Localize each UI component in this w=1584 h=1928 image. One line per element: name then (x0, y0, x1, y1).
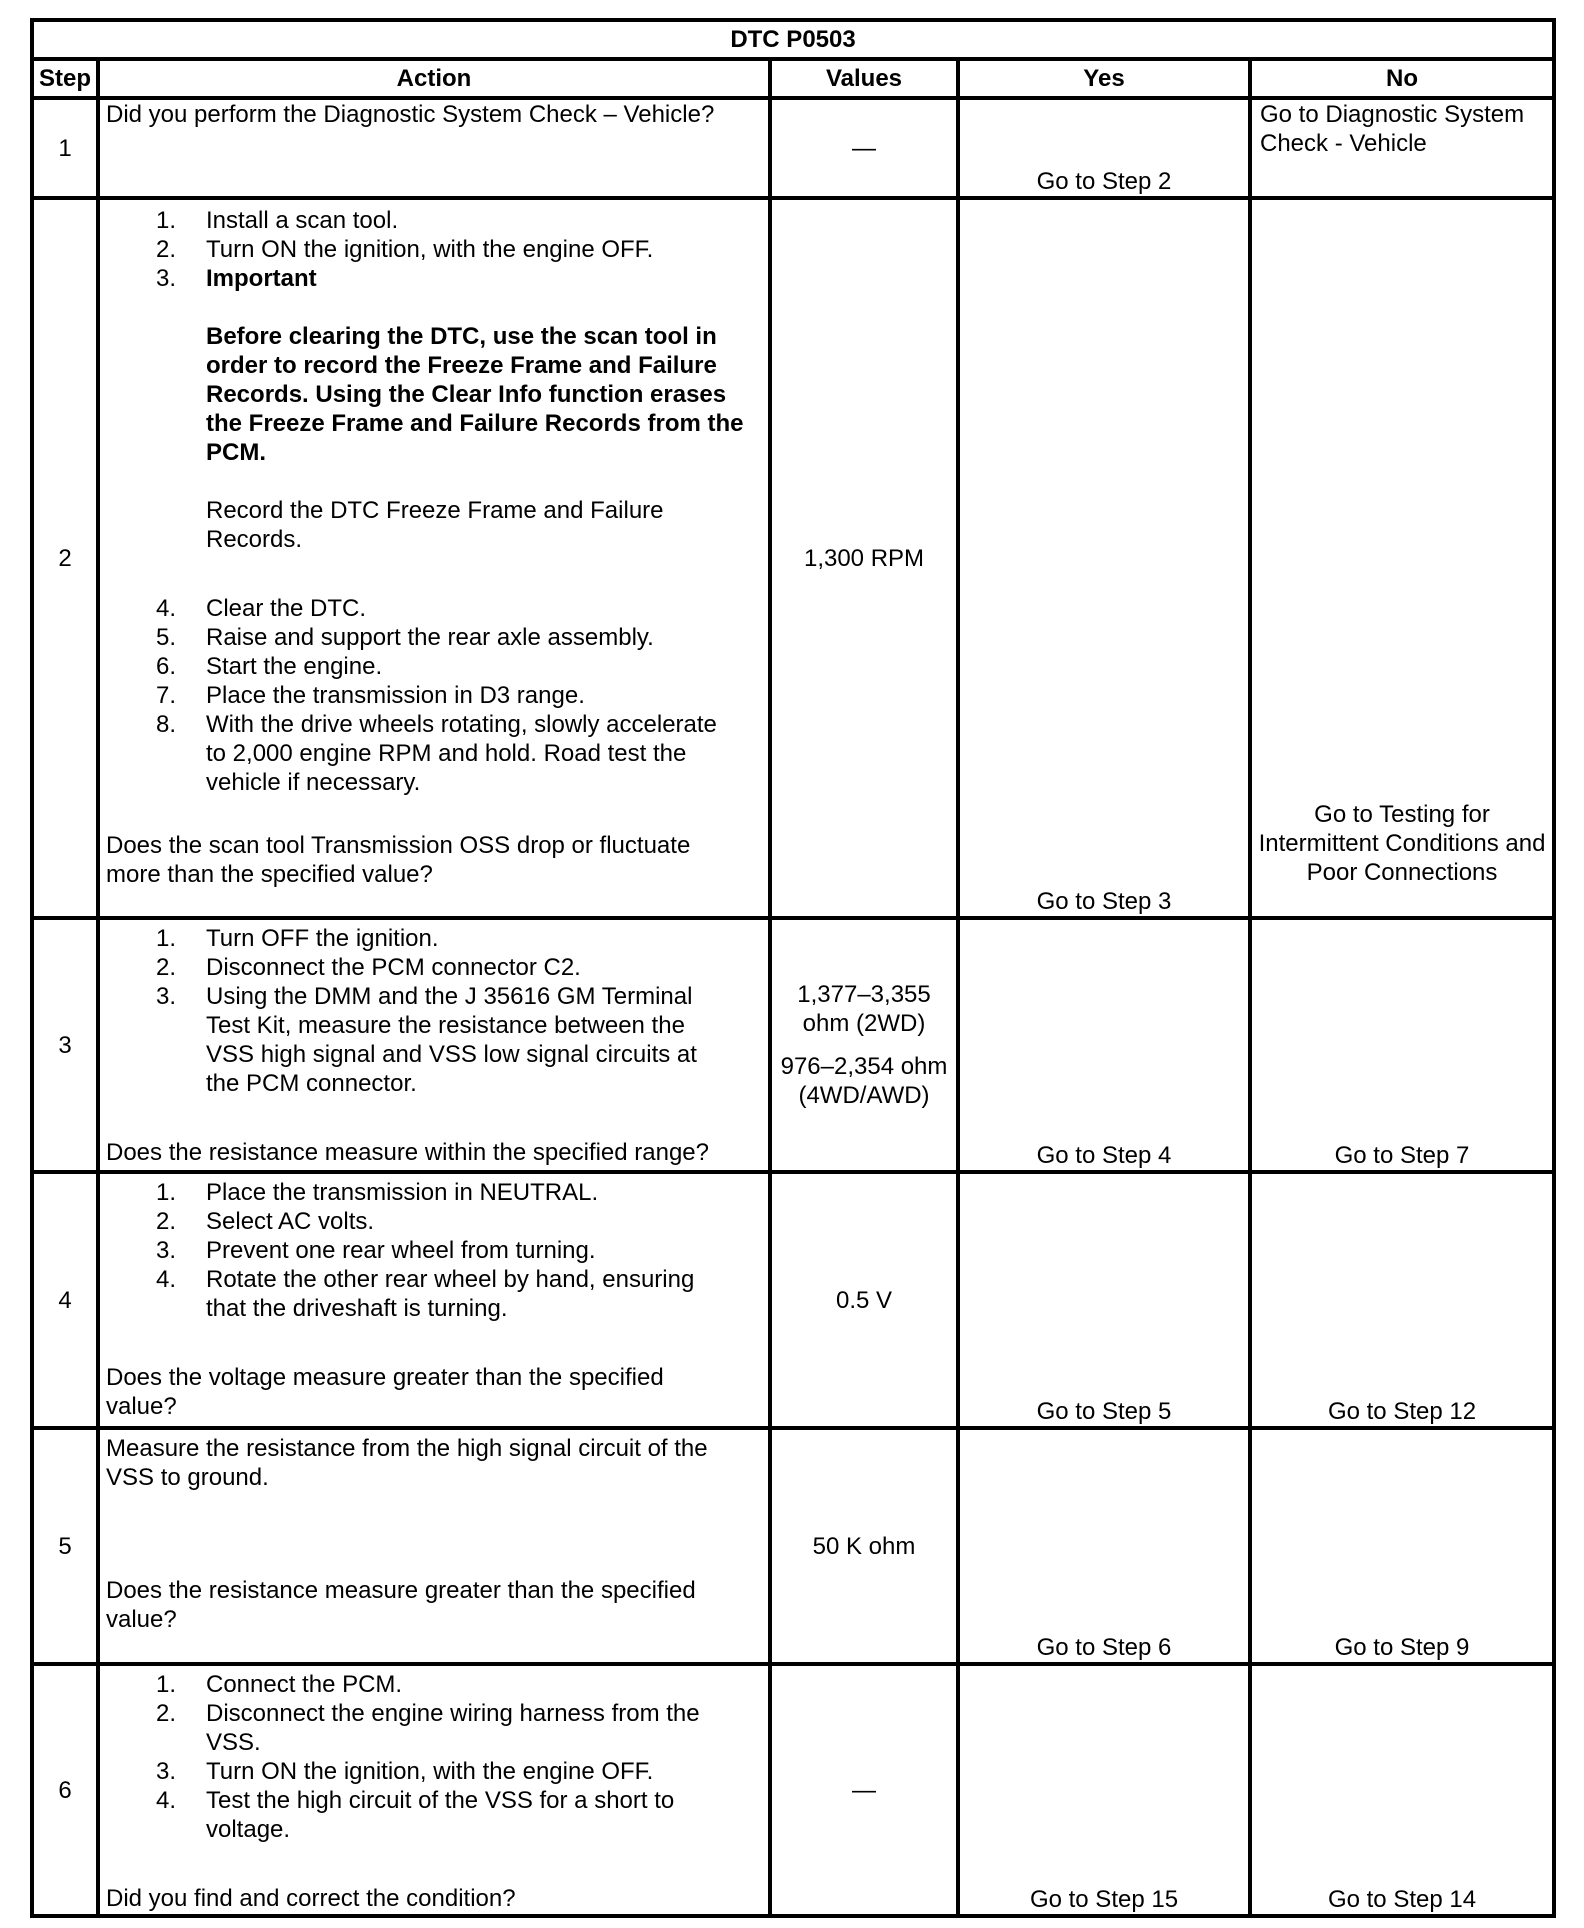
record-note: Record the DTC Freeze Frame and Failure Records. (206, 497, 664, 553)
header-step: Step (32, 59, 98, 98)
action-intro: Measure the resistance from the high signal circuit of the VSS to ground. (106, 1435, 708, 1491)
value-cell: 50 K ohm (770, 1428, 958, 1664)
value-cell (770, 918, 958, 1172)
diagnostic-table (30, 18, 1556, 1918)
yes-cell: Go to Step 15 (958, 1664, 1250, 1916)
value-4wd: 976–2,354 ohm (4WD/AWD) (780, 1053, 948, 1109)
list-item: 1. Install a scan tool. (156, 207, 399, 234)
table-row (32, 1172, 1554, 1428)
list-item: 2. Disconnect the engine wiring harness from the VSS. (156, 1700, 700, 1756)
yes-cell: Go to Step 3 (958, 198, 1250, 918)
table-row (32, 98, 1554, 198)
action-cell (98, 198, 770, 918)
no-cell: Go to Step 9 (1250, 1428, 1554, 1664)
list-item: 1. Place the transmission in NEUTRAL. (156, 1179, 599, 1206)
no-cell: Go to Step 14 (1250, 1664, 1554, 1916)
yes-cell: Go to Step 6 (958, 1428, 1250, 1664)
no-cell: Go to Step 12 (1250, 1172, 1554, 1428)
action-cell (98, 1428, 770, 1664)
action-question: Does the voltage measure greater than the specified value? (106, 1364, 664, 1420)
list-item: 8. With the drive wheels rotating, slowly accelerate to 2,000 engine RPM and hold. Road test the vehicle if necessary. (156, 711, 717, 796)
header-action: Action (98, 59, 770, 98)
step-number: 1 (32, 98, 98, 198)
list-item: 5. Raise and support the rear axle assembly. (156, 624, 654, 651)
list-item: 3. Important (156, 265, 317, 292)
action-cell (98, 1664, 770, 1916)
action-question: Did you find and correct the condition? (106, 1885, 516, 1912)
value-cell: — (770, 1664, 958, 1916)
list-item: 4. Clear the DTC. (156, 595, 367, 622)
action-cell (98, 1172, 770, 1428)
list-item: 4. Rotate the other rear wheel by hand, ensuring that the driveshaft is turning. (156, 1266, 695, 1322)
list-item: 3. Using the DMM and the J 35616 GM Terminal Test Kit, measure the resistance between the VSS high signal and VSS low signal circuits at the PCM connector. (156, 983, 697, 1097)
action-question: Does the resistance measure within the specified range? (106, 1139, 709, 1166)
action-cell (98, 98, 770, 198)
action-list (106, 206, 762, 293)
action-question: Did you perform the Diagnostic System Check – Vehicle? (106, 101, 715, 128)
step-number: 5 (32, 1428, 98, 1664)
action-question: Does the scan tool Transmission OSS drop or fluctuate more than the specified value? (106, 832, 691, 888)
action-list (106, 1670, 762, 1844)
list-item: 2. Select AC volts. (156, 1208, 375, 1235)
step-number: 6 (32, 1664, 98, 1916)
step-number: 3 (32, 918, 98, 1172)
important-note: Before clearing the DTC, use the scan tool in order to record the Freeze Frame and Failure Records. Using the Clear Info function erases the Freeze Frame and Failure Records from the PCM. (206, 323, 744, 466)
no-cell: Go to Step 7 (1250, 918, 1554, 1172)
header-no: No (1250, 59, 1554, 98)
list-item: 1. Connect the PCM. (156, 1671, 403, 1698)
table-row (32, 918, 1554, 1172)
action-list (106, 1178, 762, 1323)
action-question: Does the resistance measure greater than the specified value? (106, 1577, 696, 1633)
table-row (32, 1664, 1554, 1916)
list-item: 6. Start the engine. (156, 653, 383, 680)
table-row (32, 198, 1554, 918)
header-yes: Yes (958, 59, 1250, 98)
table-title: DTC P0503 (32, 20, 1554, 59)
list-item: 3. Prevent one rear wheel from turning. (156, 1237, 596, 1264)
header-values: Values (770, 59, 958, 98)
action-cell (98, 918, 770, 1172)
value-cell: — (770, 98, 958, 198)
yes-cell: Go to Step 4 (958, 918, 1250, 1172)
step-number: 2 (32, 198, 98, 918)
list-item: 3. Turn ON the ignition, with the engine OFF. (156, 1758, 654, 1785)
no-cell: Go to Diagnostic System Check - Vehicle (1250, 98, 1554, 198)
list-item: 1. Turn OFF the ignition. (156, 925, 439, 952)
yes-cell: Go to Step 2 (958, 98, 1250, 198)
value-cell: 1,300 RPM (770, 198, 958, 918)
step-number: 4 (32, 1172, 98, 1428)
value-cell: 0.5 V (770, 1172, 958, 1428)
action-list (106, 924, 762, 1098)
list-item: 7. Place the transmission in D3 range. (156, 682, 585, 709)
table-row (32, 1428, 1554, 1664)
action-list (106, 594, 762, 797)
value-2wd: 1,377–3,355 ohm (2WD) (797, 981, 931, 1037)
list-item: 2. Disconnect the PCM connector C2. (156, 954, 581, 981)
list-item: 4. Test the high circuit of the VSS for a short to voltage. (156, 1787, 675, 1843)
no-cell: Go to Testing for Intermittent Conditions and Poor Connections (1250, 198, 1554, 918)
yes-cell: Go to Step 5 (958, 1172, 1250, 1428)
list-item: 2. Turn ON the ignition, with the engine OFF. (156, 236, 654, 263)
